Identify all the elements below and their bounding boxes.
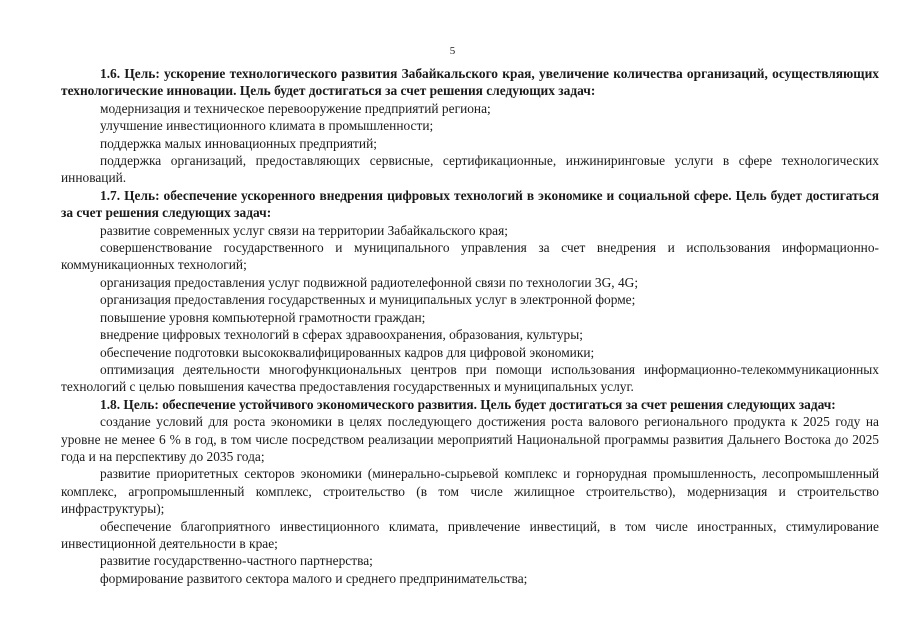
section-heading: 1.6. Цель: ускорение технологического развития Забайкальского края, увеличение количества организаций, осуществляющих технологические инновации. Цель будет достигаться за счет решения следующих задач: — [61, 66, 879, 99]
task-item: организация предоставления услуг подвижной радиотелефонной связи по технологии 3G, 4G; — [100, 274, 639, 290]
task-item: развитие приоритетных секторов экономики (минерально-сырьевой комплекс и горнорудная промышленность, лесопромышленный комплекс, агропромышленный комплекс, строительство (в том числе жилищное строительство), модернизация и строительство инфраструктуры); — [61, 466, 879, 517]
task-item: оптимизация деятельности многофункциональных центров при помощи использования информационно-телекоммуникационных технологий с целью повышения качества предоставления государственных и муниципальных услуг. — [61, 361, 879, 395]
document-body — [61, 65, 879, 587]
task-item: обеспечение подготовки высококвалифицированных кадров для цифровой экономики; — [100, 344, 595, 360]
task-item: организация предоставления государственных и муниципальных услуг в электронной форме; — [100, 292, 636, 308]
section-heading: 1.7. Цель: обеспечение ускоренного внедрения цифровых технологий в экономике и социальной сфере. Цель будет достигаться за счет решения следующих задач: — [61, 187, 879, 221]
task-item: развитие государственно-частного партнерства; — [100, 553, 373, 569]
section-1-8 — [61, 396, 879, 587]
task-item: улучшение инвестиционного климата в промышленности; — [100, 118, 434, 134]
task-item: внедрение цифровых технологий в сферах здравоохранения, образования, культуры; — [100, 327, 583, 343]
task-item: создание условий для роста экономики в целях последующего достижения роста валового регионального продукта к 2025 году на уровне не менее 6 % в год, в том числе посредством реализации мероприятий Национальной программы развития Дальнего Востока до 2025 года и на перспективу до 2035 года; — [61, 414, 879, 464]
page-number: 5 — [449, 45, 456, 57]
section-1-7 — [61, 187, 879, 396]
task-item: формирование развитого сектора малого и среднего предпринимательства; — [100, 570, 528, 586]
task-item: поддержка организаций, предоставляющих сервисные, сертификационные, инжиниринговые услуги в сфере технологических инноваций. — [61, 153, 879, 186]
section-1-6 — [61, 65, 879, 187]
task-item: поддержка малых инновационных предприятий; — [100, 135, 377, 151]
task-item: повышение уровня компьютерной грамотности граждан; — [100, 309, 426, 325]
task-item: модернизация и техническое перевооружение предприятий региона; — [100, 100, 491, 116]
task-item: обеспечение благоприятного инвестиционного климата, привлечение инвестиций, в том числе иностранных, стимулирование инвестиционной деятельности в крае; — [61, 518, 879, 551]
section-heading: 1.8. Цель: обеспечение устойчивого экономического развития. Цель будет достигаться за счет решения следующих задач: — [100, 396, 836, 412]
task-item: развитие современных услуг связи на территории Забайкальского края; — [100, 222, 508, 238]
task-item: совершенствование государственного и муниципального управления за счет внедрения и использования информационно-коммуникационных технологий; — [61, 240, 879, 273]
